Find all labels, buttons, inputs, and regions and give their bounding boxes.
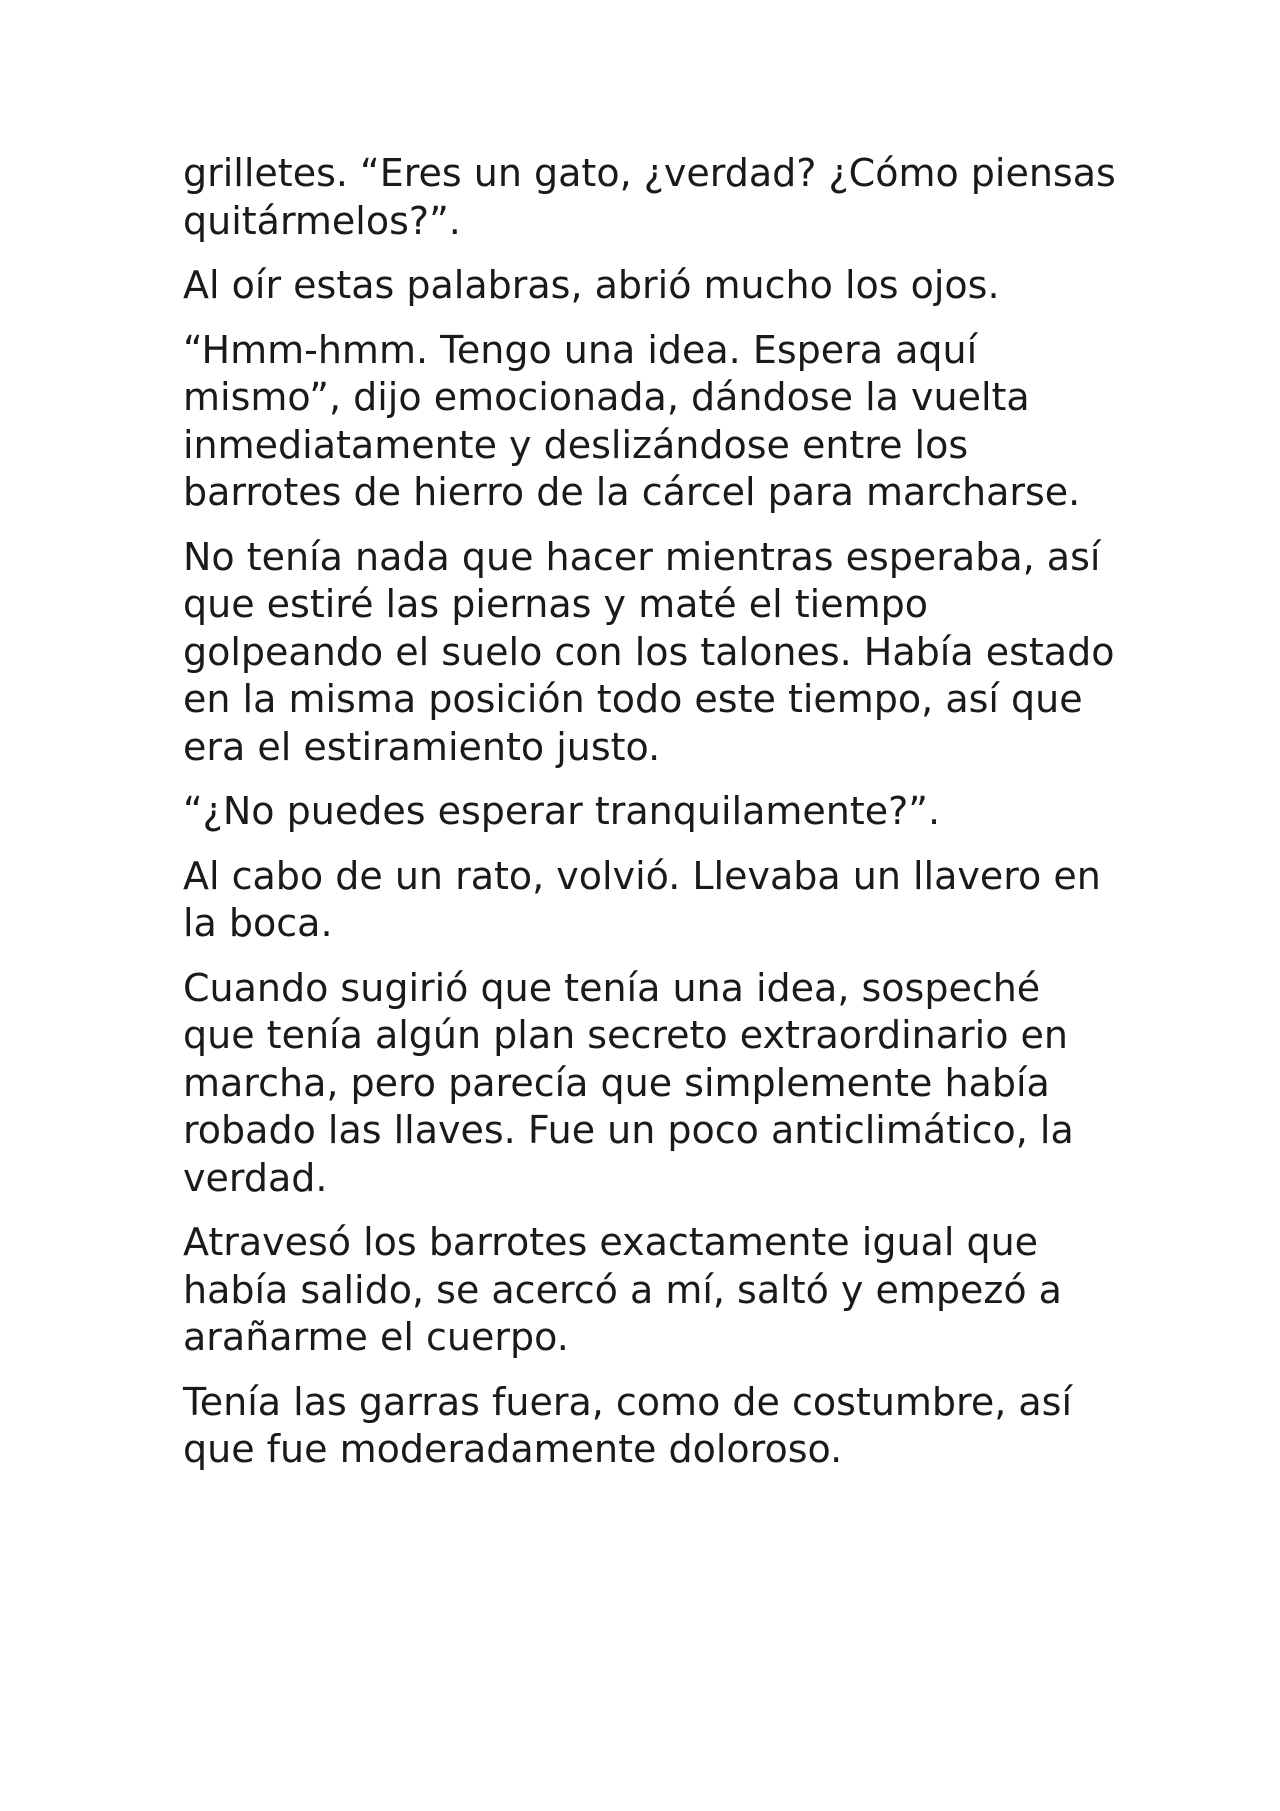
paragraph-3: “Hmm-hmm. Tengo una idea. Espera aquí mismo”, dijo emocionada, dándose la vuelta inmediatamente y deslizándose entre los barrotes de hierro de la cárcel para marcharse. <box>183 327 1081 514</box>
paragraph-2: Al oír estas palabras, abrió mucho los ojos. <box>183 263 1000 307</box>
paragraph-9: Tenía las garras fuera, como de costumbre, así que fue moderadamente doloroso. <box>183 1379 1073 1471</box>
paragraph-5: “¿No puedes esperar tranquilamente?”. <box>183 789 941 833</box>
paragraph-8: Atravesó los barrotes exactamente igual que había salido, se acercó a mí, saltó y empezó a arañarme el cuerpo. <box>183 1220 1062 1359</box>
paragraph-1: grilletes. “Eres un gato, ¿verdad? ¿Cómo piensas quitármelos?”. <box>183 151 1116 243</box>
paragraph-4: No tenía nada que hacer mientras esperaba, así que estiré las piernas y maté el tiempo golpeando el suelo con los talones. Había estado en la misma posición todo este tiempo, así que era el estiramiento justo. <box>183 534 1115 769</box>
document-page <box>183 150 1123 1491</box>
paragraph-6: Al cabo de un rato, volvió. Llevaba un llavero en la boca. <box>183 853 1101 945</box>
paragraph-7: Cuando sugirió que tenía una idea, sospeché que tenía algún plan secreto extraordinario en marcha, pero parecía que simplemente había robado las llaves. Fue un poco anticlimático, la verdad. <box>183 965 1074 1200</box>
